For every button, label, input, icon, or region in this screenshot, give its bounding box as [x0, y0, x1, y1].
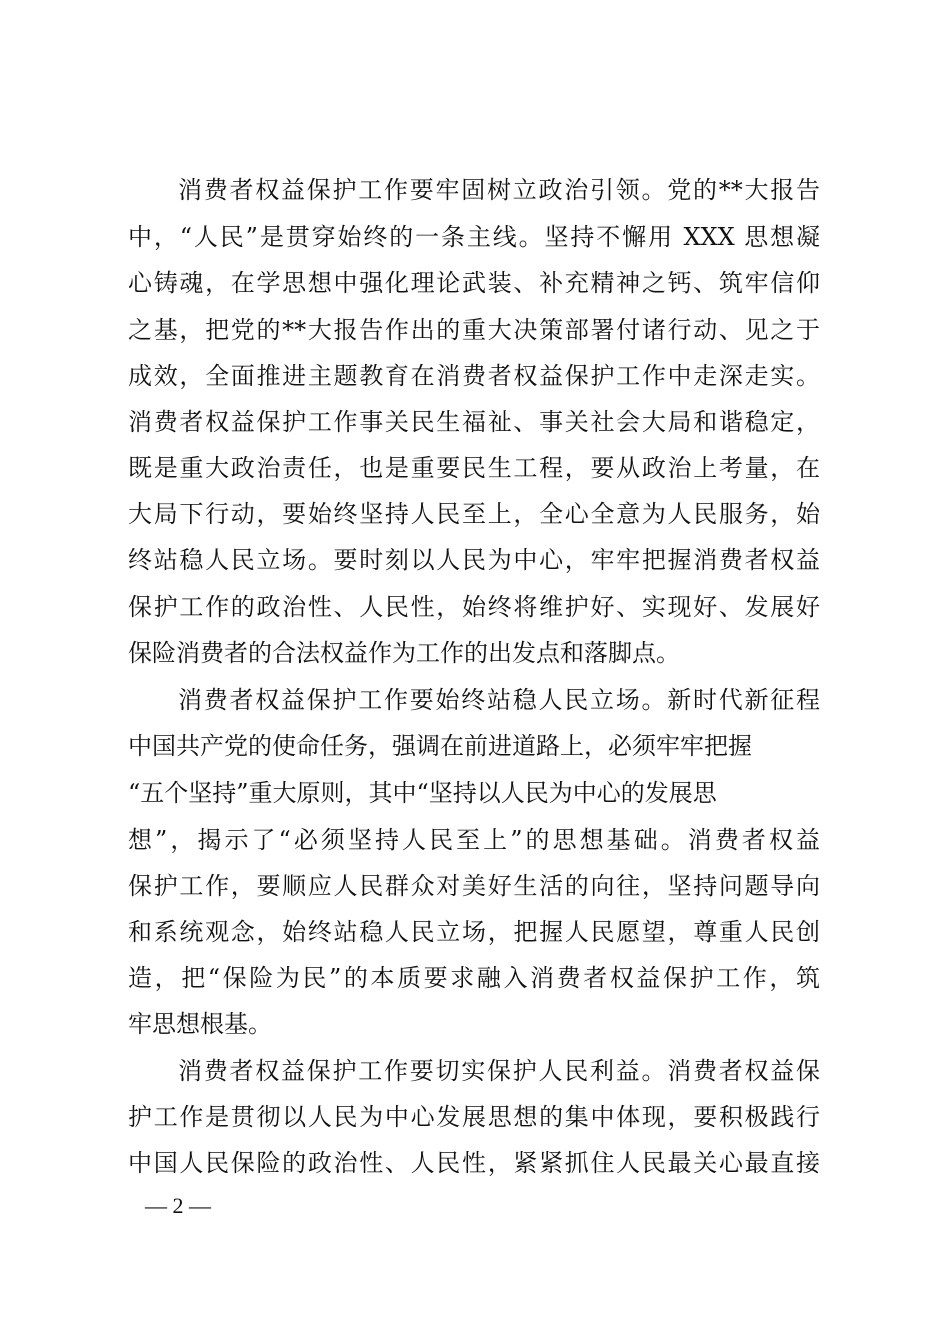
text-line: 想”，揭示了“必须坚持人民至上”的思想基础。消费者权益	[128, 826, 820, 854]
text-line: 中国共产党的使命任务，强调在前进道路上，必须牢牢把握	[128, 732, 752, 760]
page-number: — 2 —	[145, 1193, 211, 1218]
text-line: 心铸魂，在学思想中强化理论武装、补充精神之钙、筑牢信仰	[128, 269, 820, 297]
text-line: 保护工作，要顺应人民群众对美好生活的向往，坚持问题导向	[128, 872, 820, 900]
text-line: 成效，全面推进主题教育在消费者权益保护工作中走深走实。	[128, 362, 820, 390]
text-line: 保护工作的政治性、人民性，始终将维护好、实现好、发展好	[128, 593, 820, 621]
text-line: 之基，把党的**大报告作出的重大决策部署付诸行动、见之于	[128, 316, 820, 344]
text-line: 终站稳人民立场。要时刻以人民为中心，牢牢把握消费者权益	[128, 546, 820, 574]
text-line: 牢思想根基。	[128, 1010, 272, 1038]
text-line: 大局下行动，要始终坚持人民至上，全心全意为人民服务，始	[128, 500, 820, 528]
text-line: 既是重大政治责任，也是重要民生工程，要从政治上考量，在	[128, 454, 820, 482]
text-line: 中国人民保险的政治性、人民性，紧紧抓住人民最关心最直接	[128, 1149, 820, 1177]
text-line: 中，“人民”是贯穿始终的一条主线。坚持不懈用 XXX 思想凝	[128, 223, 820, 251]
text-line: 消费者权益保护工作要牢固树立政治引领。党的**大报告	[178, 176, 820, 204]
text-line: “五个坚持”重大原则，其中“坚持以人民为中心的发展思	[128, 779, 717, 807]
text-line: 保险消费者的合法权益作为工作的出发点和落脚点。	[128, 639, 680, 667]
text-line: 和系统观念，始终站稳人民立场，把握人民愿望，尊重人民创	[128, 918, 820, 946]
text-line: 消费者权益保护工作事关民生福祉、事关社会大局和谐稳定，	[128, 408, 820, 436]
text-line: 消费者权益保护工作要始终站稳人民立场。新时代新征程	[178, 686, 820, 714]
text-line: 造，把“保险为民”的本质要求融入消费者权益保护工作，筑	[128, 964, 820, 992]
text-line: 消费者权益保护工作要切实保护人民利益。消费者权益保	[178, 1057, 820, 1085]
text-line: 护工作是贯彻以人民为中心发展思想的集中体现，要积极践行	[128, 1103, 820, 1131]
